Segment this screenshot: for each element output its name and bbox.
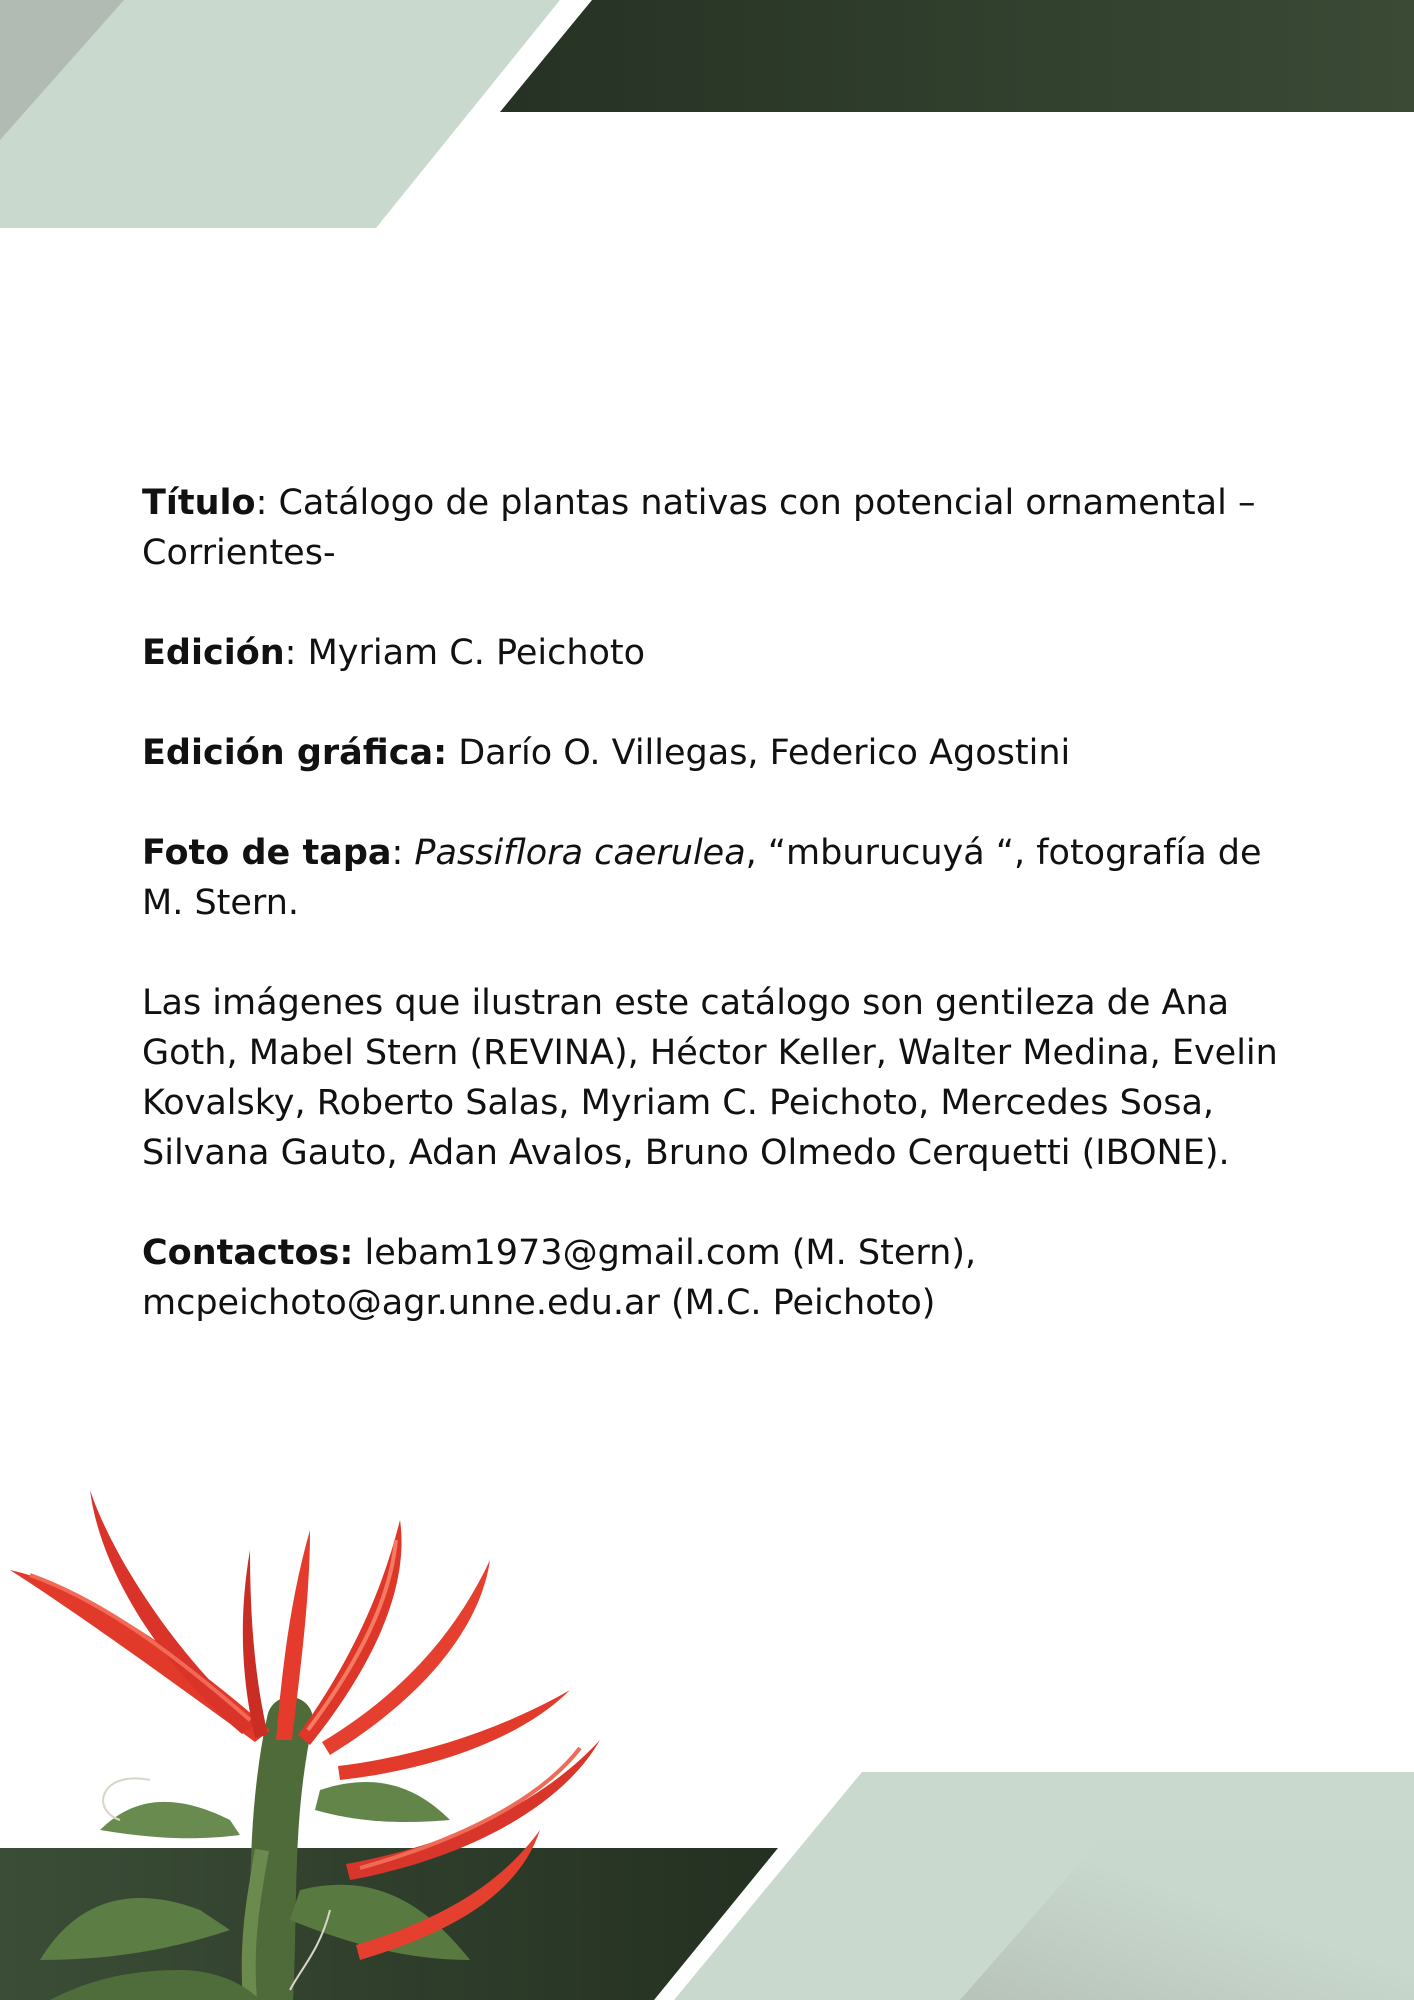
contactos-label: Contactos: xyxy=(142,1233,354,1273)
foto-tapa-text: , “mburucuyá “, fotografía de M. Stern. xyxy=(142,833,1262,923)
edicion-grafica-line xyxy=(142,728,1292,778)
foto-tapa-species: Passiflora caerulea xyxy=(414,833,746,873)
foto-tapa-separator: : xyxy=(391,833,415,873)
edicion-grafica-text: Darío O. Villegas, Federico Agostini xyxy=(447,733,1071,773)
edicion-label: Edición xyxy=(142,633,285,673)
flower-image xyxy=(0,1490,660,2000)
contactos-email-peichoto: mcpeichoto@agr.unne.edu.ar (M.C. Peichoto) xyxy=(142,1283,936,1323)
titulo-text: : Catálogo de plantas nativas con potencial ornamental –Corrientes- xyxy=(142,483,1256,573)
foto-tapa-label: Foto de tapa xyxy=(142,833,392,873)
credits-content xyxy=(142,478,1292,1378)
contactos-line xyxy=(142,1228,1292,1328)
titulo-line xyxy=(142,478,1292,578)
imagenes-paragraph: Las imágenes que ilustran este catálogo son gentileza de Ana Goth, Mabel Stern (REVINA), Héctor Keller, Walter Medina, Evelin Kovalsky, Roberto Salas, Myriam C. Peichoto, Mercedes Sosa, Silvana Gauto, Adan Avalos, Bruno Olmedo Cerquetti (IBONE). xyxy=(142,983,1278,1173)
foto-tapa-line xyxy=(142,828,1292,928)
top-right-dark-band xyxy=(500,0,1414,112)
edicion-line xyxy=(142,628,1292,678)
contactos-email-stern: lebam1973@gmail.com (M. Stern), xyxy=(353,1233,977,1273)
titulo-label: Título xyxy=(142,483,256,523)
edicion-grafica-label: Edición gráfica: xyxy=(142,733,448,773)
edicion-text: : Myriam C. Peichoto xyxy=(284,633,646,673)
